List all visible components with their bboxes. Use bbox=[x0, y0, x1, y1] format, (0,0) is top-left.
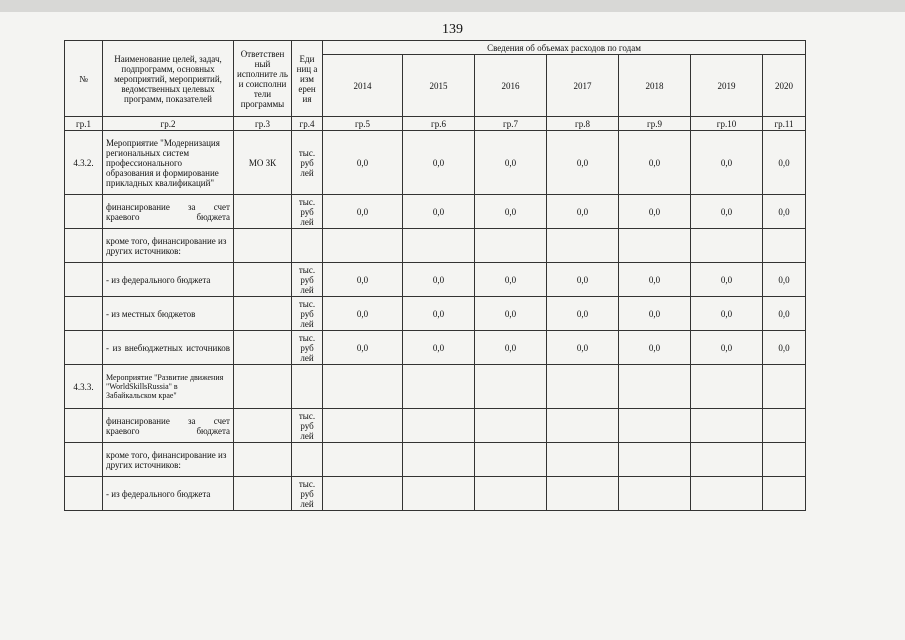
row-responsible bbox=[234, 195, 292, 229]
row-value-2017: 0,0 bbox=[547, 297, 619, 331]
row-value-2019: 0,0 bbox=[691, 263, 763, 297]
header-year-2015: 2015 bbox=[403, 55, 475, 117]
row-responsible bbox=[234, 229, 292, 263]
row-number bbox=[65, 297, 103, 331]
row-value-2020 bbox=[763, 409, 806, 443]
row-value-2020 bbox=[763, 443, 806, 477]
row-value-2020: 0,0 bbox=[763, 331, 806, 365]
row-name: Мероприятие "Развитие движения "WorldSkillsRussia" в Забайкальском крае" bbox=[103, 365, 234, 409]
row-value-2017 bbox=[547, 477, 619, 511]
row-number bbox=[65, 409, 103, 443]
row-number bbox=[65, 229, 103, 263]
row-unit bbox=[292, 365, 323, 409]
row-value-2015: 0,0 bbox=[403, 297, 475, 331]
row-value-2016: 0,0 bbox=[475, 331, 547, 365]
row-value-2018 bbox=[619, 443, 691, 477]
row-number bbox=[65, 477, 103, 511]
row-value-2018: 0,0 bbox=[619, 331, 691, 365]
row-number bbox=[65, 331, 103, 365]
row-value-2018 bbox=[619, 365, 691, 409]
table-row bbox=[65, 443, 806, 477]
row-value-2014 bbox=[323, 477, 403, 511]
row-value-2014: 0,0 bbox=[323, 263, 403, 297]
row-value-2020: 0,0 bbox=[763, 263, 806, 297]
row-value-2018: 0,0 bbox=[619, 297, 691, 331]
row-value-2016 bbox=[475, 477, 547, 511]
group-label: гр.10 bbox=[691, 117, 763, 131]
row-value-2019: 0,0 bbox=[691, 195, 763, 229]
table-row bbox=[65, 229, 806, 263]
row-value-2014: 0,0 bbox=[323, 331, 403, 365]
header-number: № bbox=[65, 41, 103, 117]
row-value-2015 bbox=[403, 229, 475, 263]
row-value-2019 bbox=[691, 477, 763, 511]
row-value-2019: 0,0 bbox=[691, 297, 763, 331]
row-value-2015 bbox=[403, 365, 475, 409]
row-value-2018: 0,0 bbox=[619, 195, 691, 229]
scan-top-band bbox=[0, 0, 905, 12]
row-value-2015: 0,0 bbox=[403, 331, 475, 365]
header-years-title: Сведения об объемах расходов по годам bbox=[323, 41, 806, 55]
row-unit: тыс. руб лей bbox=[292, 409, 323, 443]
table-row bbox=[65, 195, 806, 229]
row-value-2016: 0,0 bbox=[475, 263, 547, 297]
row-value-2017: 0,0 bbox=[547, 131, 619, 195]
row-value-2014: 0,0 bbox=[323, 195, 403, 229]
header-year-2019: 2019 bbox=[691, 55, 763, 117]
row-value-2014 bbox=[323, 443, 403, 477]
group-label: гр.1 bbox=[65, 117, 103, 131]
row-value-2015 bbox=[403, 409, 475, 443]
row-value-2016: 0,0 bbox=[475, 195, 547, 229]
row-value-2019 bbox=[691, 409, 763, 443]
row-value-2014 bbox=[323, 365, 403, 409]
row-value-2014: 0,0 bbox=[323, 297, 403, 331]
row-value-2017: 0,0 bbox=[547, 263, 619, 297]
header-year-2014: 2014 bbox=[323, 55, 403, 117]
header-year-2018: 2018 bbox=[619, 55, 691, 117]
group-label: гр.6 bbox=[403, 117, 475, 131]
row-value-2016: 0,0 bbox=[475, 297, 547, 331]
row-value-2019 bbox=[691, 229, 763, 263]
row-value-2020 bbox=[763, 365, 806, 409]
row-responsible bbox=[234, 409, 292, 443]
row-value-2014 bbox=[323, 409, 403, 443]
table-row bbox=[65, 331, 806, 365]
row-unit: тыс. руб лей bbox=[292, 297, 323, 331]
row-value-2014 bbox=[323, 229, 403, 263]
group-label: гр.2 bbox=[103, 117, 234, 131]
row-value-2020 bbox=[763, 229, 806, 263]
row-value-2018 bbox=[619, 477, 691, 511]
row-value-2020: 0,0 bbox=[763, 297, 806, 331]
group-label: гр.5 bbox=[323, 117, 403, 131]
row-value-2018 bbox=[619, 409, 691, 443]
group-label: гр.3 bbox=[234, 117, 292, 131]
row-responsible bbox=[234, 331, 292, 365]
row-value-2018 bbox=[619, 229, 691, 263]
row-value-2014: 0,0 bbox=[323, 131, 403, 195]
row-unit: тыс. руб лей bbox=[292, 331, 323, 365]
row-value-2015 bbox=[403, 443, 475, 477]
row-value-2017 bbox=[547, 229, 619, 263]
row-value-2015: 0,0 bbox=[403, 131, 475, 195]
row-name: кроме того, финансирование из других источников: bbox=[103, 443, 234, 477]
row-responsible bbox=[234, 263, 292, 297]
row-unit bbox=[292, 229, 323, 263]
row-number bbox=[65, 443, 103, 477]
row-value-2016 bbox=[475, 229, 547, 263]
table-row bbox=[65, 365, 806, 409]
table-row bbox=[65, 477, 806, 511]
row-responsible bbox=[234, 365, 292, 409]
row-value-2020: 0,0 bbox=[763, 131, 806, 195]
row-value-2017 bbox=[547, 443, 619, 477]
table-row bbox=[65, 263, 806, 297]
header-year-2017: 2017 bbox=[547, 55, 619, 117]
row-name: кроме того, финансирование из других источников: bbox=[103, 229, 234, 263]
row-unit: тыс. руб лей bbox=[292, 263, 323, 297]
row-value-2017: 0,0 bbox=[547, 331, 619, 365]
row-value-2017 bbox=[547, 409, 619, 443]
row-value-2019 bbox=[691, 443, 763, 477]
row-value-2016 bbox=[475, 365, 547, 409]
row-responsible bbox=[234, 297, 292, 331]
table-row bbox=[65, 297, 806, 331]
row-value-2020: 0,0 bbox=[763, 195, 806, 229]
row-unit: тыс. руб лей bbox=[292, 131, 323, 195]
page-number: 139 bbox=[442, 22, 463, 37]
group-label: гр.9 bbox=[619, 117, 691, 131]
row-name: финансирование за счет краевого бюджета bbox=[103, 409, 234, 443]
row-responsible bbox=[234, 477, 292, 511]
row-responsible bbox=[234, 443, 292, 477]
table-row bbox=[65, 409, 806, 443]
header-responsible: Ответствен ный исполните ль и соисполни тели программы bbox=[234, 41, 292, 117]
row-number: 4.3.2. bbox=[65, 131, 103, 195]
header-year-2016: 2016 bbox=[475, 55, 547, 117]
header-unit: Еди ниц а изм ерен ия bbox=[292, 41, 323, 117]
row-value-2019 bbox=[691, 365, 763, 409]
table-row bbox=[65, 131, 806, 195]
header-year-2020: 2020 bbox=[763, 55, 806, 117]
row-number bbox=[65, 263, 103, 297]
group-label: гр.4 bbox=[292, 117, 323, 131]
group-label: гр.7 bbox=[475, 117, 547, 131]
header-name: Наименование целей, задач, подпрограмм, основных мероприятий, мероприятий, ведомственных целевых программ, показателей bbox=[103, 41, 234, 117]
group-label: гр.11 bbox=[763, 117, 806, 131]
row-value-2016: 0,0 bbox=[475, 131, 547, 195]
row-value-2018: 0,0 bbox=[619, 131, 691, 195]
row-unit: тыс. руб лей bbox=[292, 477, 323, 511]
row-value-2015: 0,0 bbox=[403, 195, 475, 229]
row-responsible: МО ЗК bbox=[234, 131, 292, 195]
row-value-2016 bbox=[475, 409, 547, 443]
row-value-2018: 0,0 bbox=[619, 263, 691, 297]
row-value-2017: 0,0 bbox=[547, 195, 619, 229]
row-name: - из внебюджетных источников bbox=[103, 331, 234, 365]
row-name: Мероприятие "Модернизация региональных систем профессионального образования и формирование прикладных квалификаций" bbox=[103, 131, 234, 195]
expenditure-table bbox=[64, 40, 806, 511]
row-value-2019: 0,0 bbox=[691, 331, 763, 365]
group-label: гр.8 bbox=[547, 117, 619, 131]
row-value-2015: 0,0 bbox=[403, 263, 475, 297]
row-number: 4.3.3. bbox=[65, 365, 103, 409]
row-value-2017 bbox=[547, 365, 619, 409]
row-value-2015 bbox=[403, 477, 475, 511]
row-name: - из местных бюджетов bbox=[103, 297, 234, 331]
row-name: финансирование за счет краевого бюджета bbox=[103, 195, 234, 229]
row-value-2019: 0,0 bbox=[691, 131, 763, 195]
row-value-2020 bbox=[763, 477, 806, 511]
row-unit: тыс. руб лей bbox=[292, 195, 323, 229]
row-name: - из федерального бюджета bbox=[103, 263, 234, 297]
row-name: - из федерального бюджета bbox=[103, 477, 234, 511]
row-unit bbox=[292, 443, 323, 477]
row-value-2016 bbox=[475, 443, 547, 477]
row-number bbox=[65, 195, 103, 229]
